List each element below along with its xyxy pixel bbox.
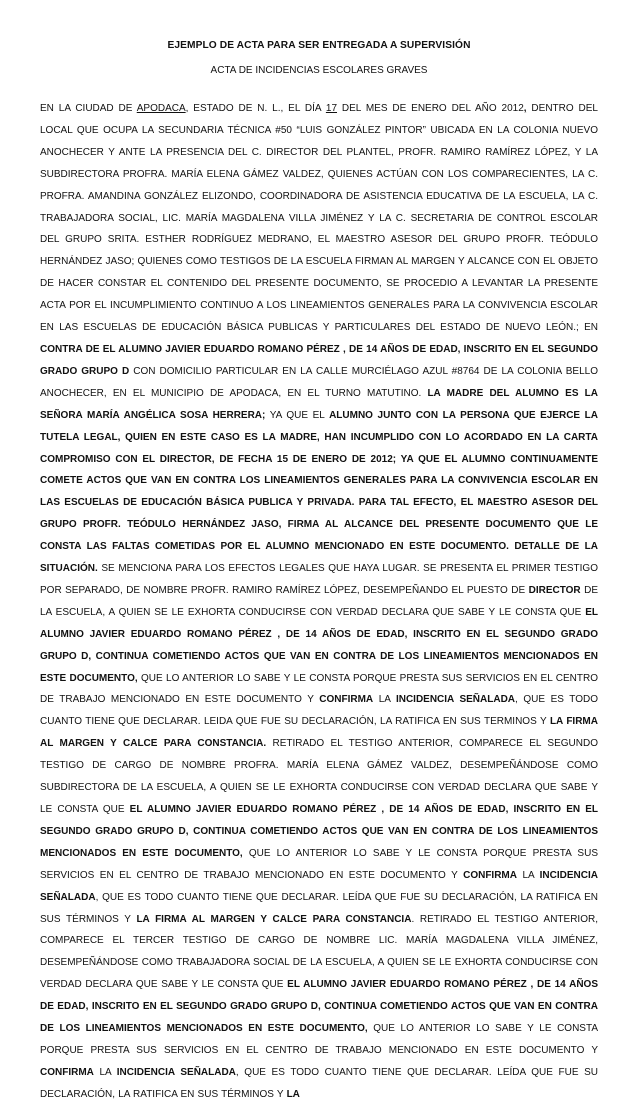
- body-segment: INCIDENCIA SEÑALADA: [116, 1066, 236, 1078]
- body-segment: APODACA: [136, 103, 186, 114]
- body-segment: DEL MES DE ENERO DEL AÑO 2012: [337, 103, 524, 114]
- body-segment: LA: [516, 869, 540, 881]
- body-segment: CON DOMICILIO PARTICULAR EN LA CALLE MURCIÉLAGO AZUL #8764 DE LA COLONIA BELLO ANOCHECER, EN EL MUNICIPIO DE APODACA, EN EL TURNO MATUTINO.: [40, 365, 598, 399]
- body-segment: LA: [373, 694, 396, 706]
- body-segment: EL ALUMNO JAVIER EDUARDO ROMANO PÉREZ , DE 14 AÑOS DE EDAD, INSCRITO EN EL SEGUNDO GRADO GRUPO D, CONTINUA COMETIENDO ACTOS QUE VAN EN CONTRA DE LOS LINEAMIENTOS MENCIONADOS EN ESTE DOCUMENTO,: [40, 979, 598, 1035]
- body-segment: QUE LO ANTERIOR LO SABE Y LE CONSTA PORQUE PRESTA SUS SERVICIOS EN EL CENTRO DE TRABAJO MENCIONADO EN ESTE DOCUMENTO Y: [40, 1023, 599, 1056]
- document-body: [40, 98, 598, 1106]
- body-segment: LA MADRE DEL ALUMNO ES LA SEÑORA MARÍA ANGÉLICA SOSA HERRERA;: [40, 387, 599, 421]
- body-segment: RETIRADO EL TESTIGO ANTERIOR, COMPARECE EL SEGUNDO TESTIGO DE CARGO DE NOMBRE PROFRA. MARÍA ELENA GÁMEZ VALDEZ, DESEMPEÑÁNDOSE COMO SUBDIRECTORA DE LA ESCUELA, A QUIEN SE LE EXHORTA CONDUCIRSE CON VERDAD DECLARA QUE SABE Y LE CONSTA QUE: [40, 738, 598, 815]
- body-segment: CONTRA DE EL ALUMNO JAVIER EDUARDO ROMANO PÉREZ , DE 14 AÑOS DE EDAD, INSCRITO EN EL SEGUNDO GRADO GRUPO D: [40, 343, 598, 377]
- body-segment: QUE LO ANTERIOR LO SABE Y LE CONSTA PORQUE PRESTA SUS SERVICIOS EN EL CENTRO DE TRABAJO MENCIONADO EN ESTE DOCUMENTO Y: [40, 672, 599, 706]
- body-segment: LA: [286, 1088, 300, 1100]
- body-segment: INCIDENCIA SEÑALADA: [395, 694, 516, 706]
- body-segment: LA FIRMA AL MARGEN Y CALCE PARA CONSTANCIA: [136, 913, 412, 925]
- body-segment: QUE LO ANTERIOR LO SABE Y LE CONSTA PORQUE PRESTA SUS SERVICIOS EN EL CENTRO DE TRABAJO MENCIONADO EN ESTE DOCUMENTO Y: [40, 847, 598, 881]
- body-segment: , QUE ES TODO CUANTO TIENE QUE DECLARAR. LEÍDA QUE FUE SU DECLARACIÓN, LA RATIFICA EN SUS TÉRMINOS Y: [40, 891, 598, 925]
- body-segment: , QUE ES TODO CUANTO TIENE QUE DECLARAR. LEÍDA QUE FUE SU DECLARACIÓN, LA RATIFICA EN SUS TÉRMINOS Y: [40, 1066, 598, 1100]
- document-title: EJEMPLO DE ACTA PARA SER ENTREGADA A SUPERVISIÓN: [167, 40, 471, 51]
- body-segment: CONFIRMA: [319, 694, 374, 706]
- body-segment: CONFIRMA: [463, 869, 517, 881]
- body-segment: DENTRO DEL LOCAL QUE OCUPA LA SECUNDARIA TÉCNICA #50 “LUIS GONZÁLEZ PINTOR” UBICADA EN LA COLONIA NUEVO ANOCHECER Y ANTE LA PRESENCIA DEL C. DIRECTOR DEL PLANTEL, PROFR. RAMIRO RAMÍREZ LÓPEZ, Y LA SUBDIRECTORA PROFRA. MARÍA ELENA GÁMEZ VALDEZ, QUIENES ACTÚAN CON LOS COMPARECIENTES, LA C. PROFRA. AMANDINA GONZÁLEZ ELIZONDO, COORDINADORA DE ASISTENCIA EDUCATIVA DE LA ESCUELA, LA C. TRABAJADORA SOCIAL, LIC. MARÍA MAGDALENA VILLA JIMÉNEZ Y LA C. SECRETARIA DE CONTROL ESCOLAR DEL GRUPO SRITA. ESTHER RODRÍGUEZ MEDRANO, EL MAESTRO ASESOR DEL GRUPO PROFR. TEÓDULO HERNÁNDEZ JASO; QUIENES COMO TESTIGOS DE LA ESCUELA FIRMAN AL MARGEN Y ALCANCE CON EL OBJETO DE HACER CONSTAR EL CONTENIDO DEL PRESENTE DOCUMENTO, SE PROCEDIO A LEVANTAR LA PRESENTE ACTA POR EL INCUMPLIMIENTO CONTINUO A LOS LINEAMIENTOS GENERALES PARA LA CONVIVENCIA ESCOLAR EN LAS ESCUELAS DE EDUCACIÓN BÁSICA PUBLICAS Y PARTICULARES DEL ESTADO DE NUEVO LEÓN.; EN: [40, 103, 598, 334]
- body-segment: EN LA CIUDAD DE: [40, 103, 137, 114]
- body-segment: CONFIRMA: [40, 1066, 94, 1078]
- body-segment: EL ALUMNO JAVIER EDUARDO ROMANO PÉREZ , DE 14 AÑOS DE EDAD, INSCRITO EN EL SEGUNDO GRADO GRUPO D, CONTINUA COMETIENDO ACTOS QUE VAN EN CONTRA DE LOS LINEAMIENTOS MENCIONADOS EN ESTE DOCUMENTO,: [40, 804, 598, 859]
- body-segment: SE MENCIONA PARA LOS EFECTOS LEGALES QUE HAYA LUGAR. SE PRESENTA EL PRIMER TESTIGO POR SEPARADO, DE NOMBRE PROFR. RAMIRO RAMÍREZ LÓPEZ, DESEMPEÑANDO EL PUESTO DE: [40, 563, 598, 596]
- body-segment: LA: [93, 1066, 117, 1078]
- body-segment: . RETIRADO EL TESTIGO ANTERIOR, COMPARECE EL TERCER TESTIGO DE CARGO DE NOMBRE LIC. MARÍA MAGDALENA VILLA JIMÉNEZ, DESEMPEÑÁNDOSE COMO TRABAJADORA SOCIAL DE LA ESCUELA, A QUIEN SE LE EXHORTA CONDUCIRSE CON VERDAD DECLARA QUE SABE Y LE CONSTA QUE: [40, 913, 598, 991]
- document-subtitle: ACTA DE INCIDENCIAS ESCOLARES GRAVES: [210, 65, 428, 76]
- body-segment: , ESTADO DE N. L., EL DÍA: [185, 103, 326, 114]
- body-segment: INCIDENCIA SEÑALADA: [40, 869, 598, 903]
- body-segment: DE LA ESCUELA, A QUIEN SE LE EXHORTA CONDUCIRSE CON VERDAD DECLARA QUE SABE Y LE CONSTA QUE: [40, 584, 599, 618]
- body-segment: , QUE ES TODO CUANTO TIENE QUE DECLARAR. LEIDA QUE FUE SU DECLARACIÓN, LA RATIFICA EN SUS TERMINOS Y: [40, 694, 598, 728]
- body-segment: 17: [325, 103, 338, 114]
- body-segment: DIRECTOR: [528, 584, 581, 596]
- body-segment: EL ALUMNO JAVIER EDUARDO ROMANO PÉREZ , DE 14 AÑOS DE EDAD, INSCRITO EN EL SEGUNDO GRADO GRUPO D, CONTINUA COMETIENDO ACTOS QUE VAN EN CONTRA DE LOS LINEAMIENTOS MENCIONADOS EN ESTE DOCUMENTO,: [40, 606, 598, 684]
- body-segment: LA FIRMA AL MARGEN Y CALCE PARA CONSTANCIA.: [40, 716, 598, 750]
- body-segment: ,: [523, 103, 527, 114]
- body-segment: YA QUE EL: [265, 409, 330, 421]
- body-segment: ALUMNO JUNTO CON LA PERSONA QUE EJERCE LA TUTELA LEGAL, QUIEN EN ESTE CASO ES LA MADRE, HAN INCUMPLIDO CON LO ACORDADO EN LA CARTA COMPROMISO CON EL DIRECTOR, DE FECHA 15 DE ENERO DE 2012; YA QUE EL ALUMNO CONTINUAMENTE COMETE ACTOS QUE VAN EN CONTRA LOS LINEAMIENTOS GENERALES PARA LA CONVIVENCIA ESCOLAR EN LAS ESCUELAS DE EDUCACIÓN BÁSICA PUBLICA Y PRIVADA. PARA TAL EFECTO, EL MAESTRO ASESOR DEL GRUPO PROFR. TEÓDULO HERNÁNDEZ JASO, FIRMA AL ALCANCE DEL PRESENTE DOCUMENTO QUE LE CONSTA LAS FALTAS COMETIDAS POR EL ALUMNO MENCIONADO EN ESTE DOCUMENTO. DETALLE DE LA SITUACIÓN.: [40, 409, 598, 575]
